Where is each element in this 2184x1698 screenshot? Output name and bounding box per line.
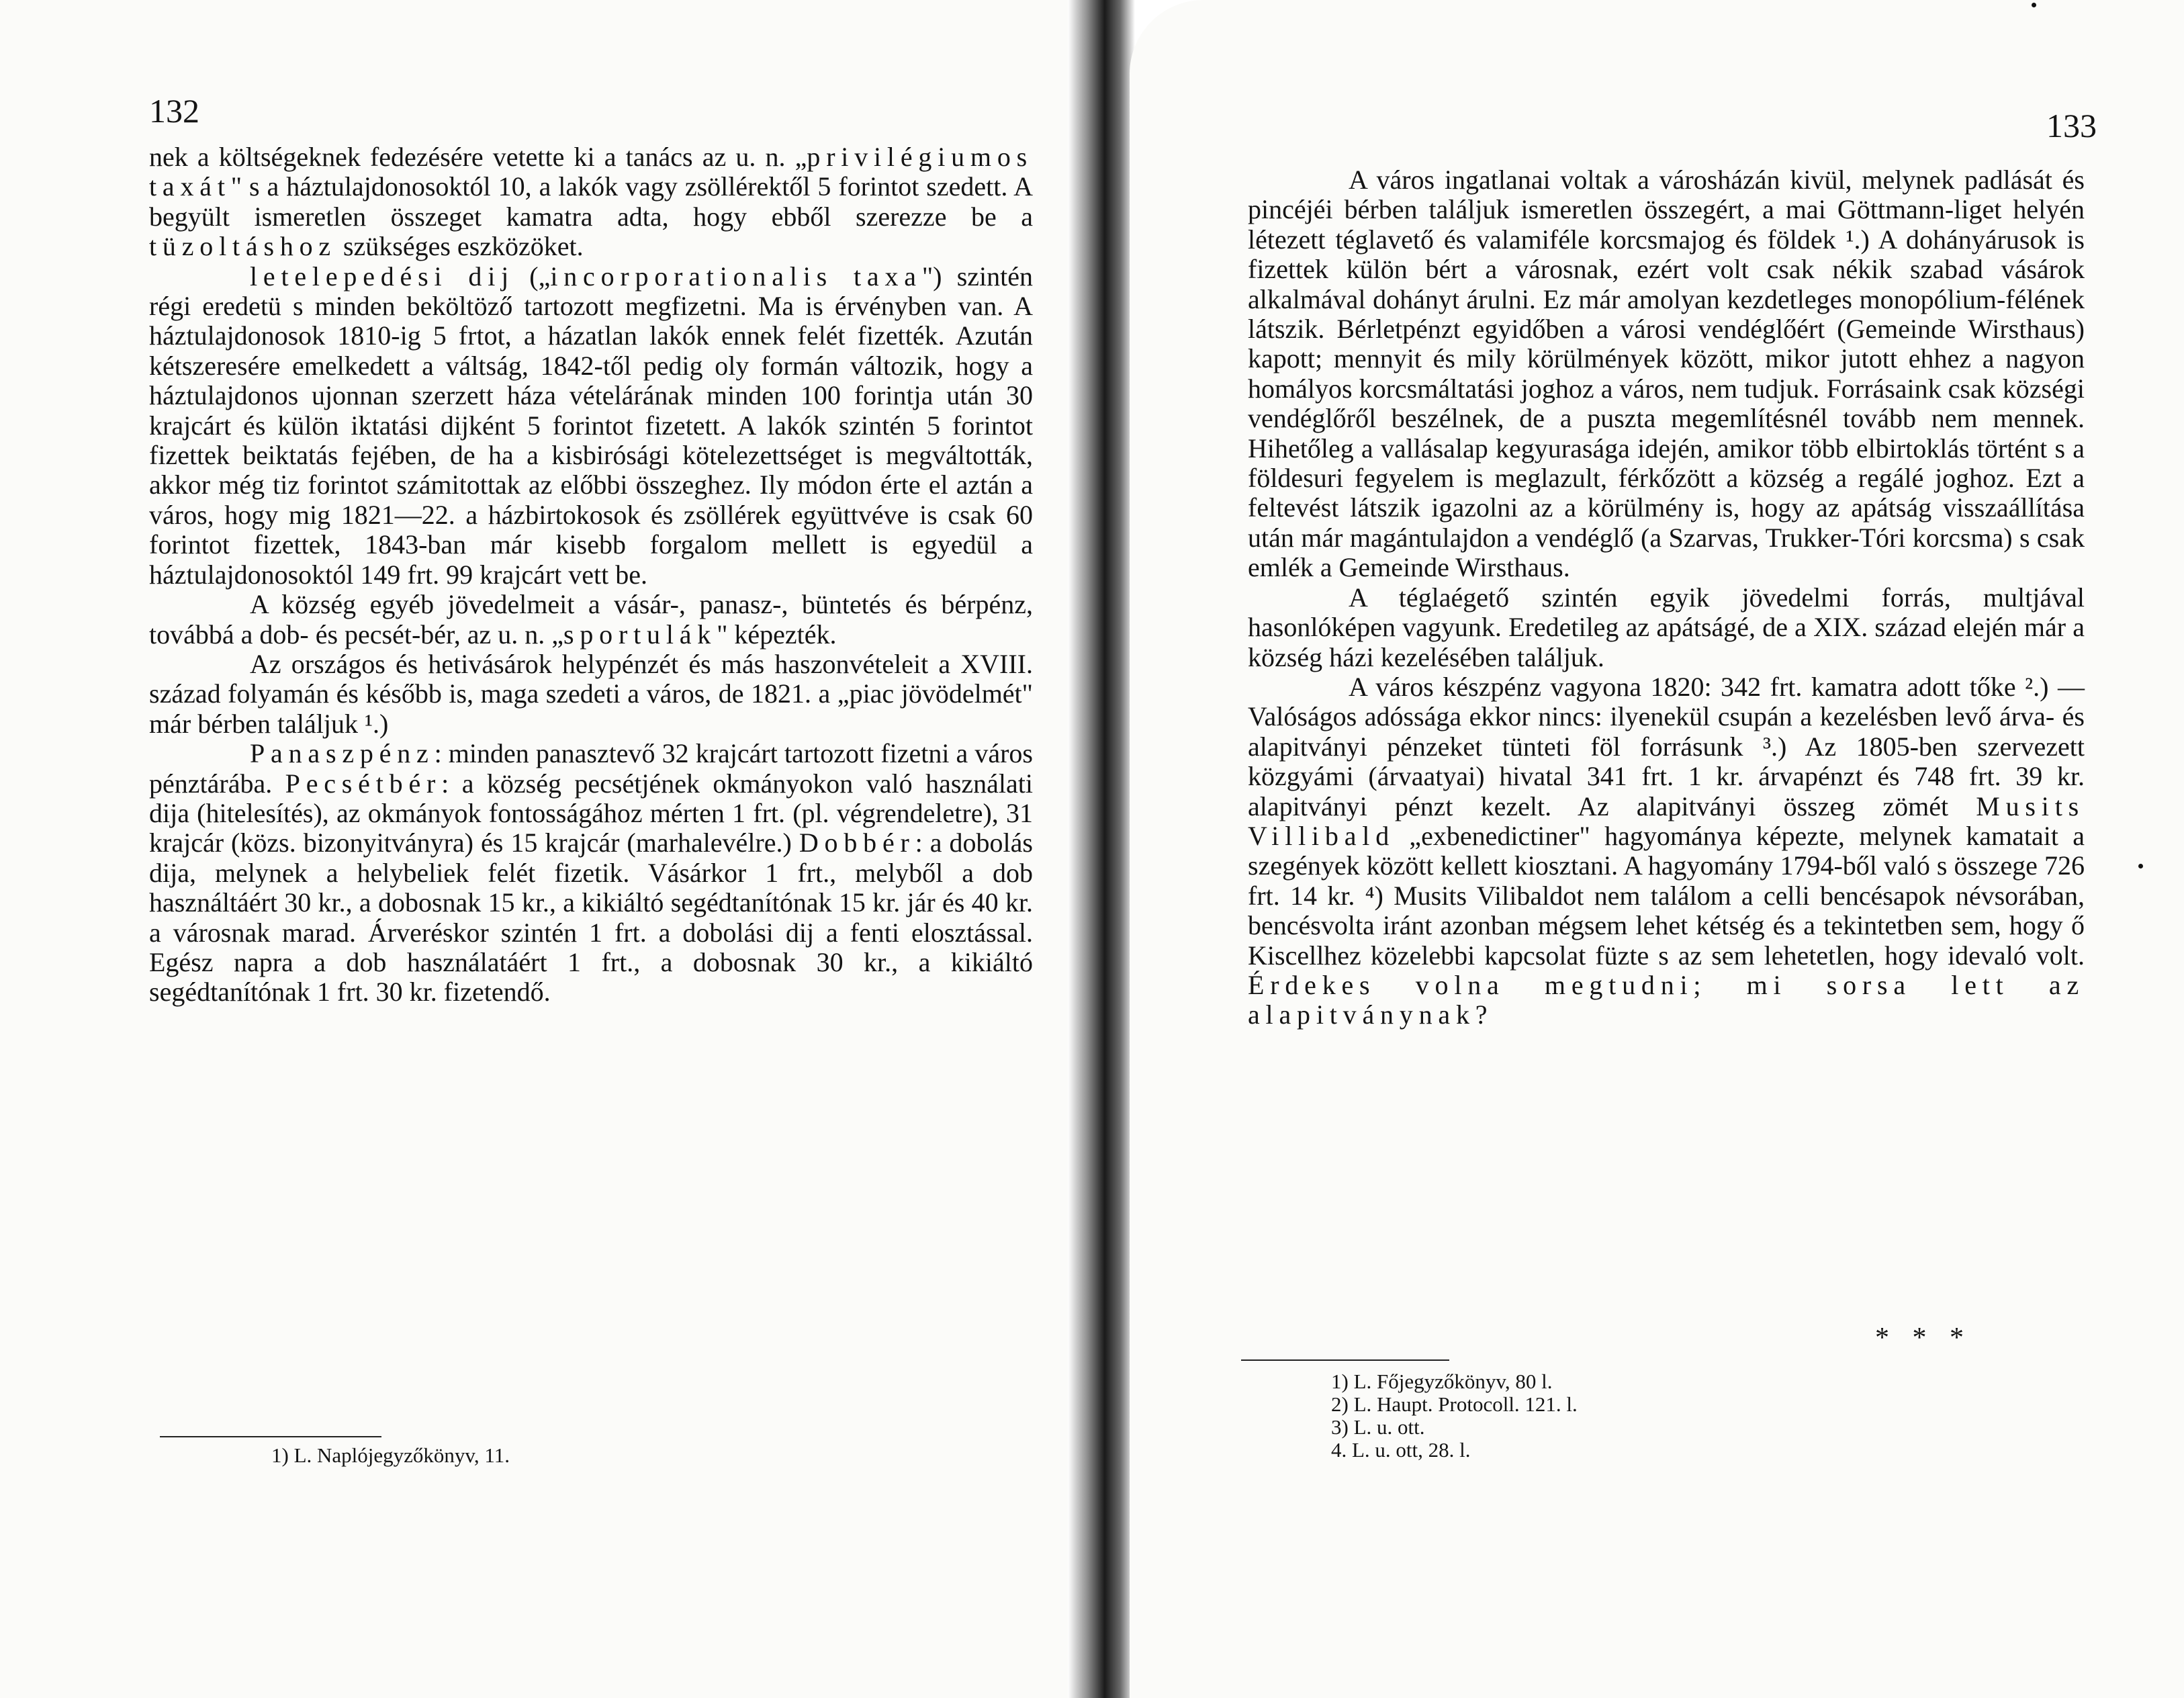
- ink-speck: [2032, 3, 2036, 7]
- text-run: : a dobolás dija, melynek a helybeliek felét fizetik. Vásárkor 1 frt., melyből a dob használtáért 30 kr., a dobosnak 15 kr., a kikiáltó segédtanítónak 15 kr. jár és 40 kr. a városnak marad. Árveréskor szintén 1 frt. a dobolási dij a fenti elosztással. Egész napra a dob használatáért 1 frt., a dobosnak 30 kr., a kikiáltó segédtanítónak 1 frt. 30 kr. fizetendő.: [149, 828, 1033, 1008]
- paragraph: [149, 739, 1033, 1008]
- footnote: 4. L. u. ott, 28. l.: [1331, 1438, 1471, 1462]
- footnote-rule: [160, 1436, 381, 1437]
- footnote: 1) L. Főjegyzőkönyv, 80 l.: [1331, 1370, 1553, 1393]
- right-page: [1130, 0, 2184, 1698]
- text-run: nek a költségeknek fedezésére vetette ki a tanács az u. n. „: [149, 142, 807, 172]
- text-run: : a község pecsétjének okmányokon való használati dija (hitelesítés), az okmányok fontosságához mérten 1 frt. (pl. végrendeletre), 31 krajcár (közs. bizonyitványra) és 15 krajcár (marhalevélre.): [149, 768, 1033, 858]
- spaced-emphasis-text: sportulák: [563, 619, 717, 650]
- text-run: A község egyéb jövedelmeit a vásár-, panasz-, büntetés és bérpénz, továbbá a dob- és pecsét-bér, az u. n. „: [149, 589, 1033, 650]
- left-page: [0, 0, 1080, 1698]
- text-run: A téglaégető szintén egyik jövedelmi forrás, multjával hasonlóképen vagyunk. Eredetileg az apátságé, de a XIX. század elején már a község házi kezelésében találjuk.: [1248, 582, 2085, 672]
- spaced-emphasis-text: Pecsétbér: [285, 768, 442, 799]
- spaced-emphasis-text: Musits Villibald: [1248, 791, 2085, 851]
- footnotes: [1331, 1370, 1578, 1462]
- text-run: („: [514, 261, 551, 292]
- text-run: " s a háztulajdonosoktól 10, a lakók vagy zsöllérektől 5 forintot szedett. A begyült ismeretlen összeget kamatra adta, hogy ebből szerezze be a: [149, 171, 1033, 232]
- text-run: Az országos és hetivásárok helypénzét és más haszonvételeit a XVIII. század folyamán és később is, maga szedeti a város, de 1821. a „piac jövödelmét" már bérben találjuk ¹.): [149, 648, 1033, 739]
- text-run: : minden panasztevő 32 krajcárt tartozott fizetni a város pénztárába.: [149, 738, 1033, 799]
- spaced-emphasis-text: incorporationalis taxa: [550, 261, 922, 292]
- text-run: A város készpénz vagyona 1820: 342 frt. kamatra adott tőke ².) — Valóságos adóssága ekkor nincs: ilyenekül csupán a kezelésben levő árva- és alapitványi pénzeket tünteti föl forrásunk ³.) Az 1805-ben szervezett közgyámi (árvaatyai) hivatal 341 frt. 1 kr. árvapénzt és 748 frt. 39 kr. alapitványi pénzt kezelt. Az alapitványi összeg zömét: [1248, 671, 2085, 821]
- paragraph: [1248, 583, 2085, 672]
- spaced-emphasis-text: Dobbér: [799, 828, 915, 858]
- footnote-rule: [1241, 1359, 1449, 1361]
- text-run: A város ingatlanai voltak a városházán kivül, melynek padlását és pincéjéi bérben találjuk ismeretlen összegért, a mai Göttmann-liget helyén létezett téglavető és valamiféle korcsmajog és földek ¹.) A dohányárusok is fizettek külön bért a városnak, ezért volt csak nékik szabad vásárok alkalmával dohányt árulni. Ez már amolyan kezdetleges monopólium-félének látszik. Bérletpénzt egyidőben a városi vendéglőért (Gemeinde Wirsthaus) kapott; mennyit és mily körülmények között, mikor jutott ehhez a nagyon homályos korcsmáltatási joghoz a város, nem tudjuk. Forrásaink csak községi vendéglőről beszélnek, de a puszta megemlítésnél tovább nem mennek. Hihetőleg a vallásalap kegyurasága idején, amikor több elbirtoklás történt s a földesuri fegyelem is meglazult, férkőzött a község a regálé joghoz. Ezt a feltevést látszik igazolni az a körülmény is, hogy az apátság visszaállítása után már magántulajdon a vendéglő (a Szarvas, Trukker-Tóri korcsma) s csak emlék a Gemeinde Wirsthaus.: [1248, 165, 2085, 583]
- spaced-emphasis-text: privilégiumos taxát: [149, 142, 1033, 202]
- footnote: 3) L. u. ott.: [1331, 1415, 1425, 1439]
- footnote: 2) L. Haupt. Protocoll. 121. l.: [1331, 1392, 1578, 1416]
- spaced-emphasis-text: Panaszpénz: [250, 738, 435, 769]
- ink-speck: [2138, 864, 2143, 868]
- paragraph: [149, 590, 1033, 650]
- footnote: 1) L. Naplójegyzőkönyv, 11.: [271, 1443, 510, 1467]
- body-text: [1248, 165, 2085, 1030]
- spaced-emphasis-text: Érdekes volna megtudni; mi sorsa lett az alapitványnak?: [1248, 969, 2085, 1030]
- paragraph: [1248, 165, 2085, 583]
- page-number: 132: [149, 92, 199, 130]
- paragraph: [149, 262, 1033, 590]
- spaced-emphasis-text: tüzoltáshoz: [149, 231, 336, 262]
- section-asterisks: * * *: [1875, 1323, 1972, 1353]
- paragraph: [1248, 672, 2085, 1030]
- text-run: „exbenedictiner" hagyománya képezte, melynek kamatait a szegények között kellett kiosztani. A hagyomány 1794-ből való s összege 726 frt. 14 kr. ⁴) Musits Vilibaldot nem találom a celli bencésapok névsorában, bencésvolta iránt azonban mégsem lehet kétség és a tekintetben sem, hogy ő Kiscellhez közelebbi kapcsolat füzte s az sem lehetetlen, hogy idevaló volt.: [1248, 820, 2085, 971]
- footnotes: [271, 1444, 510, 1467]
- text-run: ") szintén régi eredetü s minden beköltöző tartozott megfizetni. Ma is érvényben van. A háztulajdonosok 1810-ig 5 frtot, a házatlan lakók ennek felét fizették. Azután kétszeresére emelkedett a váltság, 1842-től pedig oly formán változik, hogy a háztulajdonos ujonnan szerzett háza vételárának minden 100 forintja után 30 krajcárt és külön iktatási dijként 5 forintot fizetett. A lakók szintén 5 forintot fizettek beiktatás fejében, de ha a kisbirósági kötelezettséget is megváltották, akkor még tiz forintot számitottak az előbbi összeghez. Ily módon érte el aztán a város, hogy mig 1821—22. a házbirtokosok és zsöllérek együttvéve is csak 60 forintot fizettek, 1843-ban már kisebb forgalom mellett is egyedül a háztulajdonosoktól 149 frt. 99 krajcárt vett be.: [149, 261, 1033, 590]
- spaced-emphasis-text: letelepedési dij: [250, 261, 515, 292]
- paragraph: [149, 142, 1033, 262]
- body-text: [149, 142, 1033, 1008]
- page-number: 133: [2046, 107, 2097, 144]
- paragraph: [149, 650, 1033, 739]
- book-gutter: [1068, 0, 1135, 1698]
- text-run: " képezték.: [717, 619, 837, 650]
- text-run: szükséges eszközöket.: [336, 231, 584, 262]
